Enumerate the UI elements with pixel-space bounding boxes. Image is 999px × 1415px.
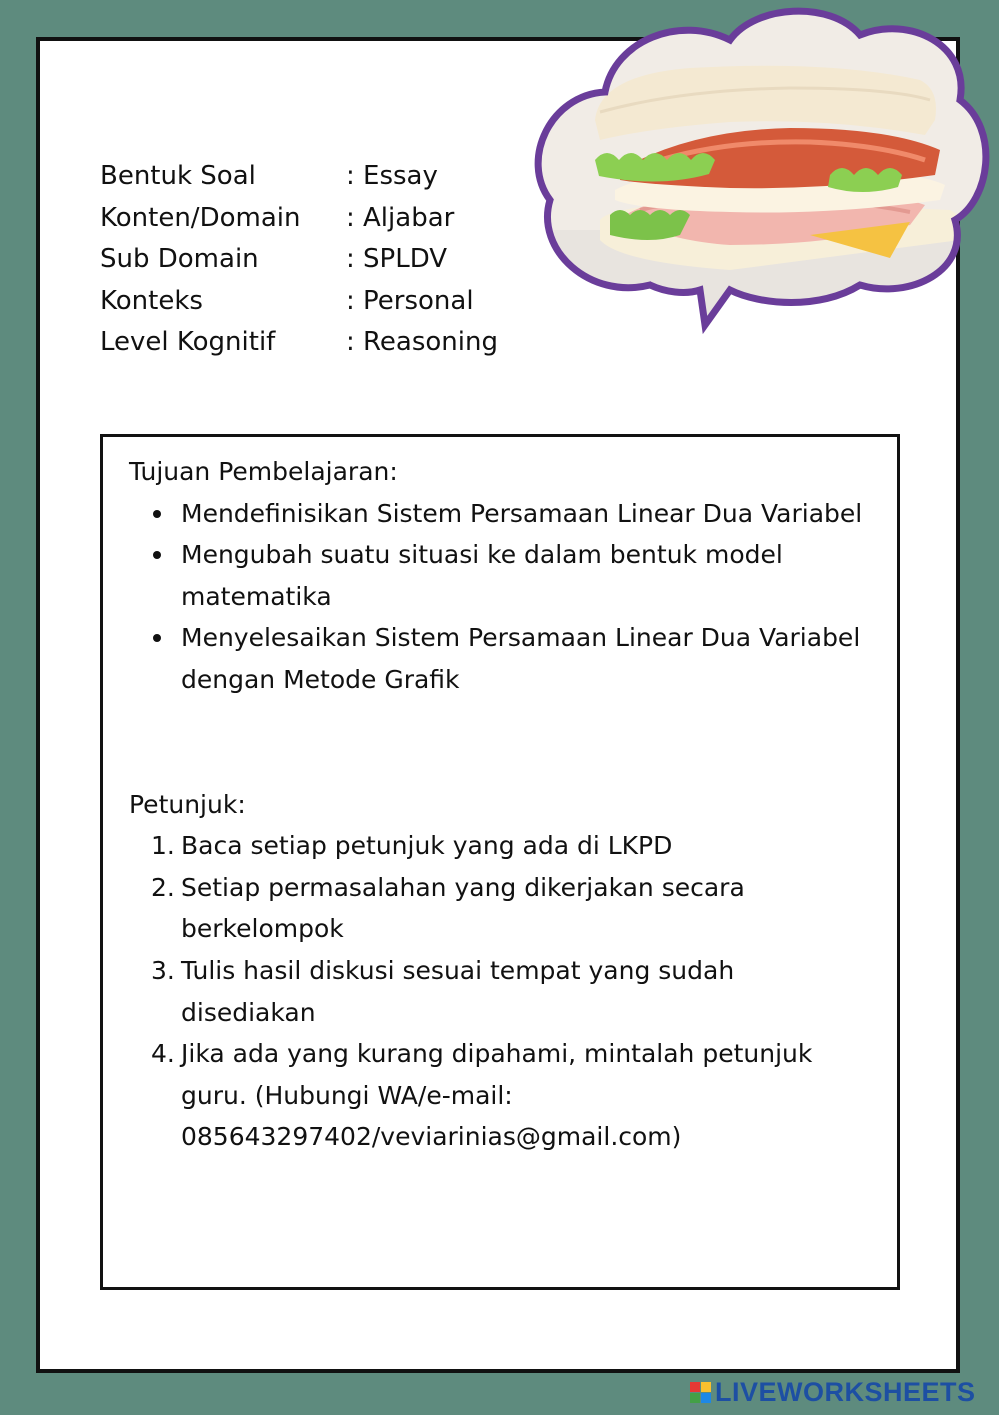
meta-value: : SPLDV [346, 244, 448, 274]
step-item [129, 950, 867, 1033]
step-text: Jika ada yang kurang dipahami, mintalah petunjuk guru. (Hubungi WA/e-mail: 085643297402/veviarinias@gmail.com) [181, 1039, 813, 1152]
step-text: Setiap permasalahan yang dikerjakan secara berkelompok [181, 872, 745, 944]
instructions-content [129, 451, 867, 1158]
liveworksheets-watermark [690, 1376, 976, 1408]
liveworksheets-logo-icon [690, 1382, 711, 1403]
meta-value: : Aljabar [346, 202, 455, 233]
goal-item: Mengubah suatu situasi ke dalam bentuk model matematika [129, 534, 867, 617]
meta-row [100, 156, 498, 198]
watermark-text: LIVEWORKSHEETS [715, 1376, 976, 1407]
meta-value: : Essay [346, 161, 438, 191]
goal-item: Mendefinisikan Sistem Persamaan Linear Dua Variabel [129, 493, 867, 535]
goal-item: Menyelesaikan Sistem Persamaan Linear Dua Variabel dengan Metode Grafik [129, 617, 867, 700]
meta-key: Bentuk Soal [100, 161, 256, 191]
meta-row [100, 281, 498, 323]
step-number: 2. [151, 872, 175, 902]
step-number: 4. [151, 1039, 175, 1069]
sandwich-cloud-image [530, 0, 990, 340]
goals-list [129, 493, 867, 701]
meta-value: : Personal [346, 285, 474, 316]
meta-key: Konten/Domain [100, 202, 301, 233]
meta-key: Sub Domain [100, 244, 259, 274]
step-text: Baca setiap petunjuk yang ada di LKPD [181, 831, 673, 861]
question-meta [100, 156, 498, 364]
step-number: 1. [151, 831, 175, 861]
step-item [129, 825, 867, 867]
goals-title: Tujuan Pembelajaran: [129, 457, 398, 486]
meta-value: : Reasoning [346, 327, 498, 357]
step-item [129, 1033, 867, 1158]
steps-title: Petunjuk: [129, 789, 246, 819]
instructions-box [100, 434, 900, 1290]
step-number: 3. [151, 955, 175, 985]
step-text: Tulis hasil diskusi sesuai tempat yang sudah disediakan [181, 955, 735, 1027]
meta-key: Konteks [100, 285, 203, 316]
meta-row [100, 322, 498, 364]
meta-key: Level Kognitif [100, 327, 276, 357]
meta-row [100, 239, 498, 281]
meta-row [100, 198, 498, 240]
step-item [129, 867, 867, 950]
steps-list [129, 825, 867, 1158]
